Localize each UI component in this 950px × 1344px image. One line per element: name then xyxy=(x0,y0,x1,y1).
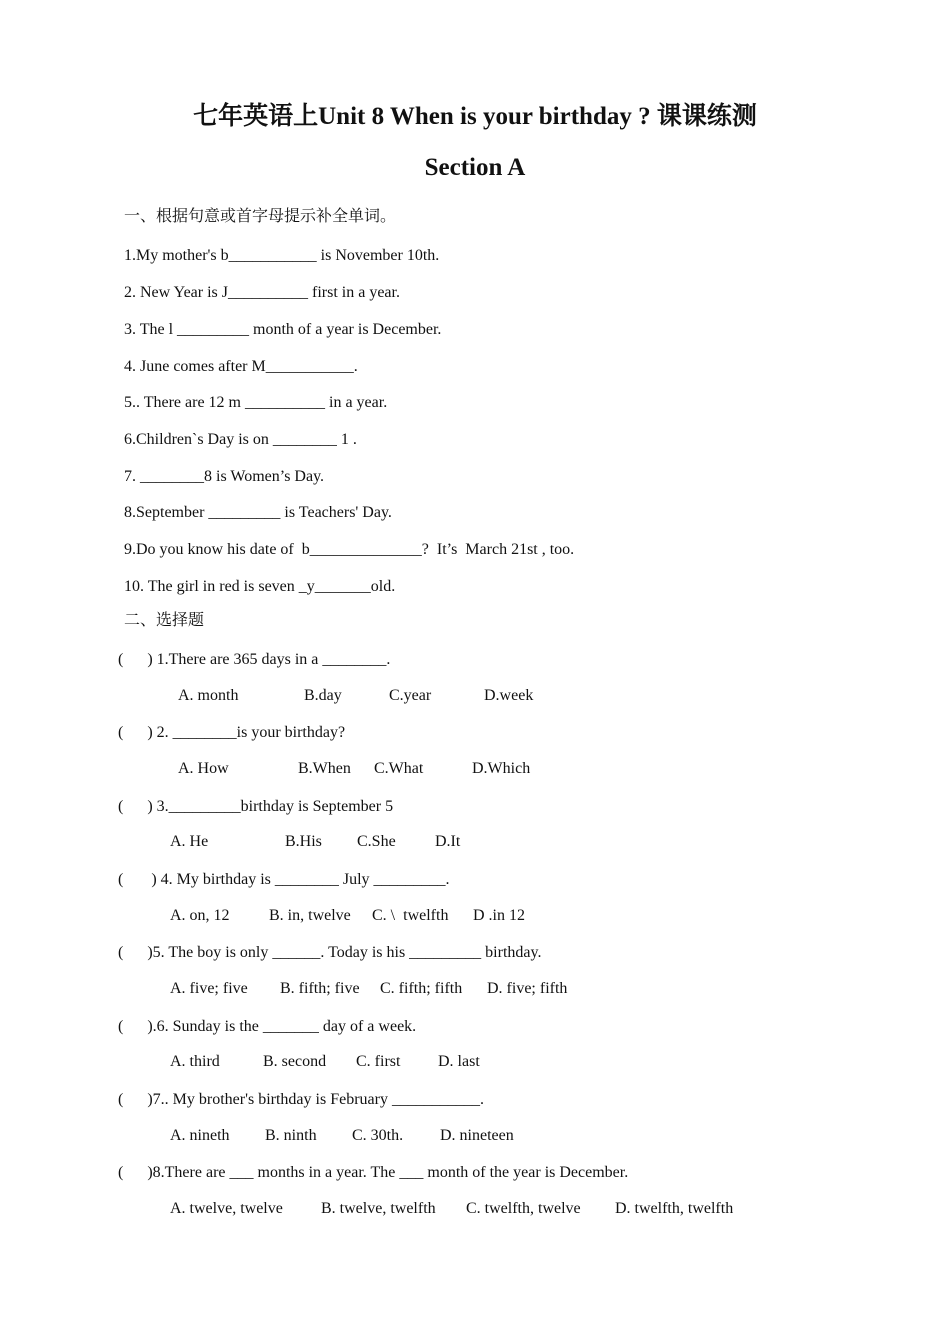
choice-question-stem: ( ) 3._________birthday is September 5 xyxy=(118,798,394,815)
part2-heading: 二、选择题 xyxy=(124,612,205,629)
choice-options-row xyxy=(0,687,950,707)
option-a: A. five; five xyxy=(170,980,248,997)
option-d: D .in 12 xyxy=(473,907,525,924)
choice-options-row xyxy=(0,1053,950,1073)
page-title: 七年英语上Unit 8 When is your birthday ? 课课练测 xyxy=(193,103,757,130)
fill-blank-item: 10. The girl in red is seven _y_______old. xyxy=(124,578,396,595)
fill-blank-item: 8.September _________ is Teachers' Day. xyxy=(124,504,392,521)
choice-question-stem: ( )7.. My brother's birthday is February ___________. xyxy=(118,1091,484,1108)
option-a: A. twelve, twelve xyxy=(170,1200,283,1217)
option-b: B.day xyxy=(304,687,342,704)
option-d: D. nineteen xyxy=(440,1127,514,1144)
option-c: C.year xyxy=(389,687,432,704)
choice-options-row xyxy=(0,907,950,927)
option-c: C. first xyxy=(356,1053,401,1070)
option-c: C. \ twelfth xyxy=(372,907,449,924)
choice-question-stem: ( ) 4. My birthday is ________ July _________. xyxy=(118,871,450,888)
fill-blank-item: 9.Do you know his date of b______________? It’s March 21st , too. xyxy=(124,541,575,558)
option-a: A. How xyxy=(178,760,229,777)
choice-question-stem: ( ).6. Sunday is the _______ day of a week. xyxy=(118,1018,417,1035)
fill-blank-item: 7. ________8 is Women’s Day. xyxy=(124,468,325,485)
option-d: D. twelfth, twelfth xyxy=(615,1200,734,1217)
choice-question-stem: ( )8.There are ___ months in a year. The ___ month of the year is December. xyxy=(118,1164,629,1181)
option-c: C. twelfth, twelve xyxy=(466,1200,581,1217)
option-a: A. He xyxy=(170,833,209,850)
option-c: C.What xyxy=(374,760,424,777)
choice-options-row xyxy=(0,1200,950,1220)
fill-blank-item: 1.My mother's b___________ is November 10th. xyxy=(124,247,440,264)
fill-blank-item: 6.Children`s Day is on ________ 1 . xyxy=(124,431,357,448)
option-d: D. last xyxy=(438,1053,480,1070)
choice-question-stem: ( )5. The boy is only ______. Today is his _________ birthday. xyxy=(118,944,542,961)
option-d: D.Which xyxy=(472,760,531,777)
part1-heading: 一、根据句意或首字母提示补全单词。 xyxy=(124,208,397,225)
option-b: B. twelve, twelfth xyxy=(321,1200,436,1217)
choice-options-row xyxy=(0,980,950,1000)
option-b: B.When xyxy=(298,760,351,777)
option-b: B. ninth xyxy=(265,1127,317,1144)
option-d: D.week xyxy=(484,687,534,704)
option-c: C. 30th. xyxy=(352,1127,404,1144)
option-a: A. on, 12 xyxy=(170,907,230,924)
choice-question-stem: ( ) 2. ________is your birthday? xyxy=(118,724,346,741)
option-a: A. nineth xyxy=(170,1127,230,1144)
option-b: B. second xyxy=(263,1053,327,1070)
option-a: A. third xyxy=(170,1053,220,1070)
option-b: B. in, twelve xyxy=(269,907,351,924)
option-d: D.It xyxy=(435,833,461,850)
option-b: B.His xyxy=(285,833,322,850)
option-a: A. month xyxy=(178,687,239,704)
fill-blank-item: 4. June comes after M___________. xyxy=(124,358,358,375)
option-c: C. fifth; fifth xyxy=(380,980,463,997)
option-c: C.She xyxy=(357,833,396,850)
page-subtitle: Section A xyxy=(424,154,526,181)
option-d: D. five; fifth xyxy=(487,980,568,997)
choice-options-row xyxy=(0,1127,950,1147)
fill-blank-item: 3. The l _________ month of a year is December. xyxy=(124,321,442,338)
choice-question-stem: ( ) 1.There are 365 days in a ________. xyxy=(118,651,391,668)
option-b: B. fifth; five xyxy=(280,980,360,997)
fill-blank-item: 5.. There are 12 m __________ in a year. xyxy=(124,394,388,411)
choice-options-row xyxy=(0,833,950,853)
fill-blank-item: 2. New Year is J__________ first in a year. xyxy=(124,284,400,301)
choice-options-row xyxy=(0,760,950,780)
